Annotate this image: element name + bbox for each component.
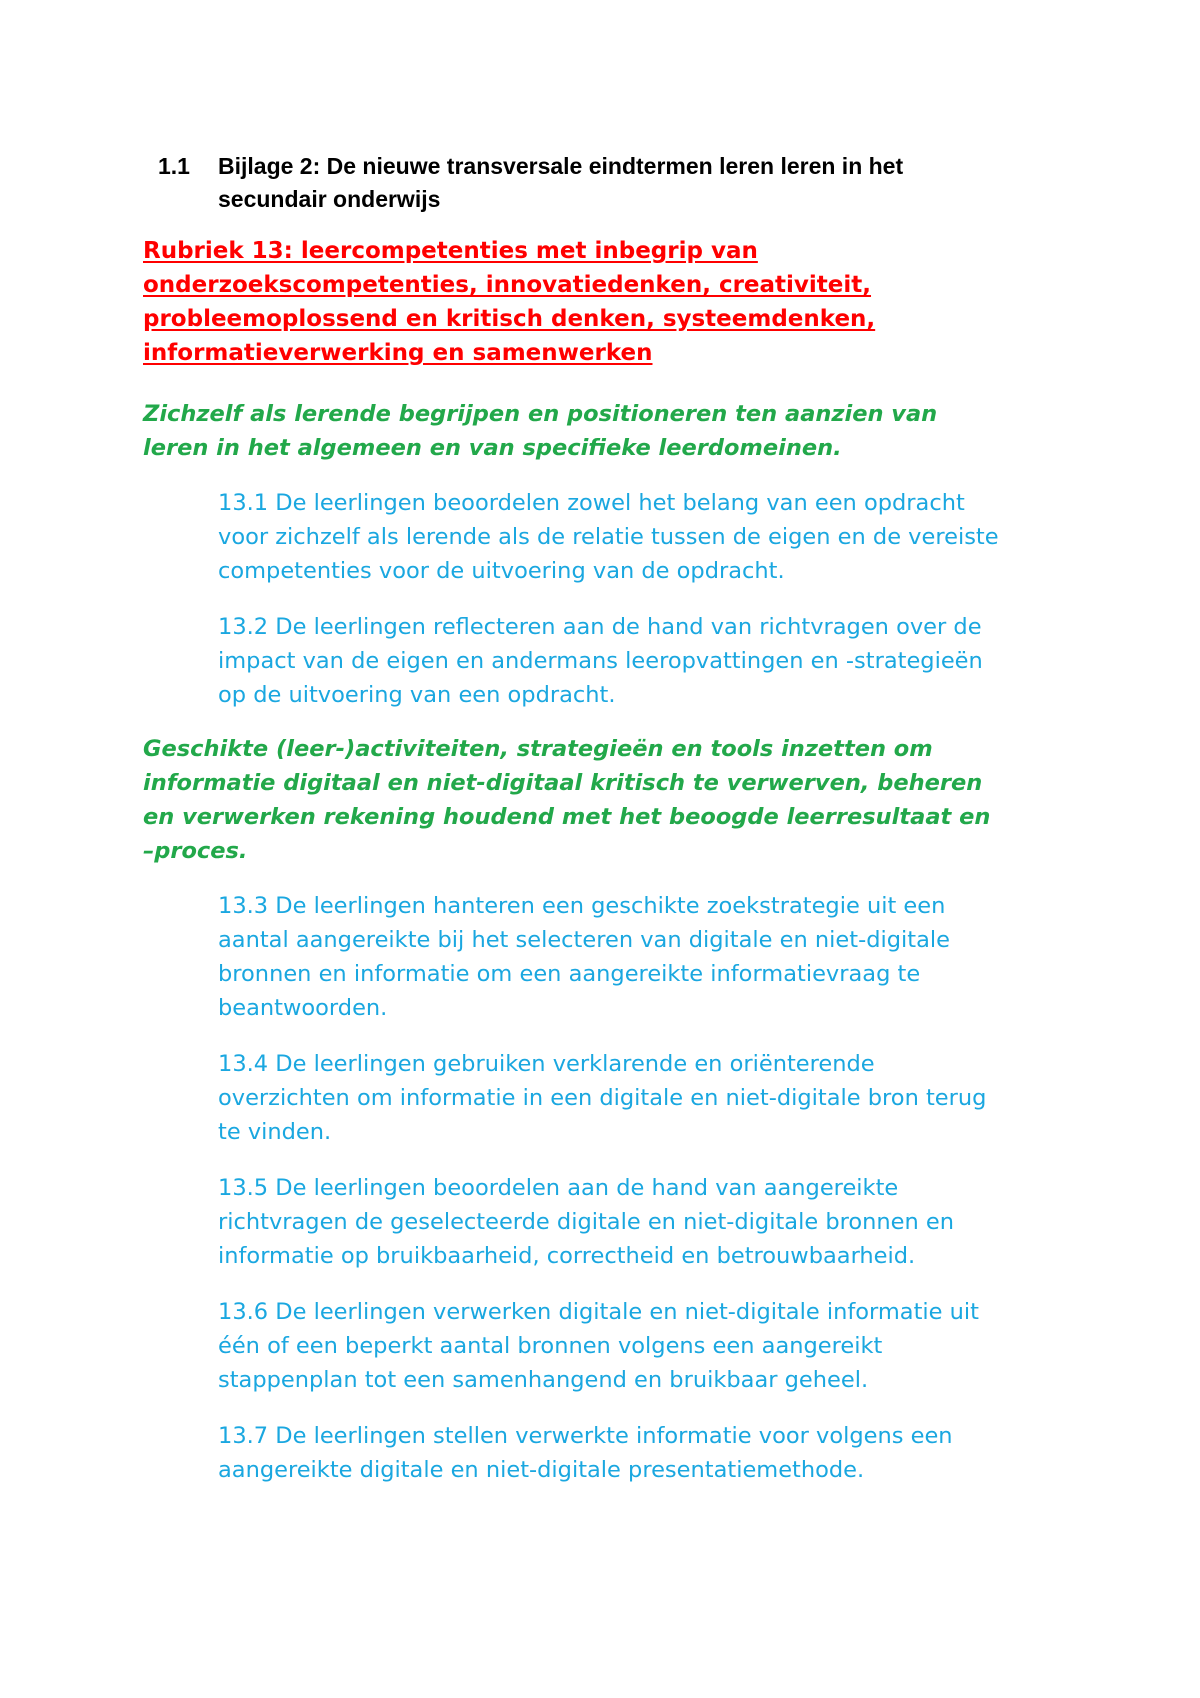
item-line: richtvragen de geselecteerde digitale en niet-digitale bronnen en bbox=[218, 1209, 954, 1235]
attainment-target-13-4 bbox=[218, 1047, 1118, 1149]
item-line: 13.6 De leerlingen verwerken digitale en niet-digitale informatie uit bbox=[218, 1299, 980, 1325]
item-line: bronnen en informatie om een aangereikte informatievraag te bbox=[218, 961, 921, 987]
rubric-line: onderzoekscompetenties, innovatiedenken, creativiteit, bbox=[143, 272, 872, 298]
heading-title-line: secundair onderwijs bbox=[218, 186, 441, 212]
item-line: competenties voor de uitvoering van de opdracht. bbox=[218, 558, 785, 584]
goal-line: Zichzelf als lerende begrijpen en positioneren ten aanzien van bbox=[143, 401, 938, 427]
item-line: 13.4 De leerlingen gebruiken verklarende en oriënterende bbox=[218, 1051, 875, 1077]
item-line: aangereikte digitale en niet-digitale presentatiemethode. bbox=[218, 1457, 865, 1483]
attainment-target-13-6 bbox=[218, 1295, 1118, 1397]
item-line: voor zichzelf als lerende als de relatie tussen de eigen en de vereiste bbox=[218, 524, 999, 550]
item-line: informatie op bruikbaarheid, correctheid en betrouwbaarheid. bbox=[218, 1243, 916, 1269]
attainment-target-13-7 bbox=[218, 1419, 1118, 1487]
item-line: beantwoorden. bbox=[218, 995, 388, 1021]
goal-line: Geschikte (leer-)activiteiten, strategieën en tools inzetten om bbox=[143, 736, 933, 762]
item-line: 13.1 De leerlingen beoordelen zowel het belang van een opdracht bbox=[218, 490, 965, 516]
attainment-target-13-5 bbox=[218, 1171, 1118, 1273]
item-line: 13.2 De leerlingen reflecteren aan de hand van richtvragen over de bbox=[218, 614, 982, 640]
item-line: 13.7 De leerlingen stellen verwerkte informatie voor volgens een bbox=[218, 1423, 953, 1449]
goal-line: –proces. bbox=[143, 838, 248, 864]
item-line: op de uitvoering van een opdracht. bbox=[218, 682, 616, 708]
heading-number: 1.1 bbox=[158, 153, 190, 179]
attainment-target-13-2 bbox=[218, 610, 1118, 712]
rubric-line: Rubriek 13: leercompetenties met inbegrip van bbox=[143, 238, 758, 264]
item-line: aantal aangereikte bij het selecteren van digitale en niet-digitale bbox=[218, 927, 950, 953]
item-line: stappenplan tot een samenhangend en bruikbaar geheel. bbox=[218, 1367, 869, 1393]
goal-line: informatie digitaal en niet-digitaal kritisch te verwerven, beheren bbox=[143, 770, 983, 796]
goal-line: leren in het algemeen en van specifieke leerdomeinen. bbox=[143, 435, 842, 461]
rubric-line: informatieverwerking en samenwerken bbox=[143, 340, 653, 366]
rubric-line: probleemoplossend en kritisch denken, systeemdenken, bbox=[143, 306, 876, 332]
section-heading bbox=[158, 150, 1058, 216]
heading-title-line: Bijlage 2: De nieuwe transversale eindtermen leren leren in het bbox=[218, 153, 904, 179]
goal-heading-1 bbox=[143, 397, 1103, 465]
attainment-target-13-1 bbox=[218, 486, 1118, 588]
item-line: 13.5 De leerlingen beoordelen aan de hand van aangereikte bbox=[218, 1175, 899, 1201]
attainment-target-13-3 bbox=[218, 889, 1118, 1025]
heading-title bbox=[218, 150, 1058, 216]
rubric-title bbox=[143, 234, 1043, 370]
item-line: één of een beperkt aantal bronnen volgens een aangereikt bbox=[218, 1333, 883, 1359]
item-line: te vinden. bbox=[218, 1119, 332, 1145]
item-line: 13.3 De leerlingen hanteren een geschikte zoekstrategie uit een bbox=[218, 893, 946, 919]
goal-line: en verwerken rekening houdend met het beoogde leerresultaat en bbox=[143, 804, 991, 830]
item-line: impact van de eigen en andermans leeropvattingen en -strategieën bbox=[218, 648, 983, 674]
goal-heading-2 bbox=[143, 732, 1103, 868]
item-line: overzichten om informatie in een digitale en niet-digitale bron terug bbox=[218, 1085, 987, 1111]
